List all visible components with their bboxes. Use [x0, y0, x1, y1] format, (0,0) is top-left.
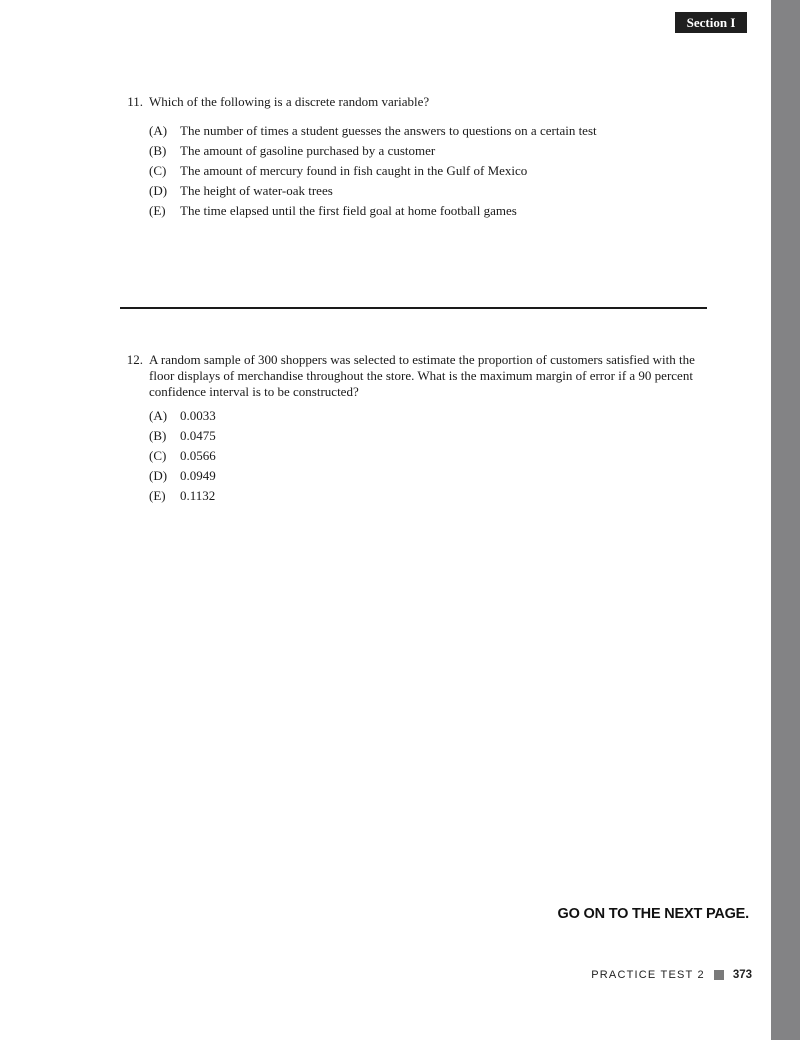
- choice-letter: (E): [149, 203, 166, 218]
- answer-choice[interactable]: [149, 446, 710, 466]
- answer-choices: [149, 121, 710, 221]
- choice-text: 0.1132: [180, 488, 216, 503]
- choice-letter: (E): [149, 488, 166, 503]
- choice-letter: (C): [149, 448, 167, 463]
- choice-letter: (D): [149, 468, 168, 483]
- answer-choices: [149, 406, 710, 506]
- choice-text: The number of times a student guesses the answers to questions on a certain test: [180, 123, 597, 138]
- choice-text: 0.0033: [180, 408, 216, 423]
- choice-text: 0.0566: [180, 448, 216, 463]
- question-text: A random sample of 300 shoppers was selected to estimate the proportion of customers satisfied with the floor displays of merchandise throughout the store. What is the maximum margin of error if a 90 percent confidence interval is to be constructed?: [149, 352, 695, 399]
- answer-choice[interactable]: [149, 161, 710, 181]
- answer-choice[interactable]: [149, 406, 710, 426]
- question-11: [120, 94, 710, 221]
- question-number: 11.: [127, 94, 143, 109]
- choice-letter: (D): [149, 183, 168, 198]
- question-stem: [120, 94, 710, 110]
- choice-text: The time elapsed until the first field goal at home football games: [180, 203, 517, 218]
- question-number: 12.: [126, 352, 143, 367]
- answer-choice[interactable]: [149, 201, 710, 221]
- choice-text: 0.0475: [180, 428, 216, 443]
- page-number: 373: [732, 969, 752, 981]
- answer-choice[interactable]: [149, 466, 710, 486]
- next-page-notice: GO ON TO THE NEXT PAGE.: [557, 906, 749, 922]
- question-12: [120, 352, 710, 506]
- choice-letter: (A): [149, 408, 168, 423]
- choice-text: The amount of gasoline purchased by a customer: [180, 143, 436, 158]
- question-stem: [120, 352, 710, 400]
- choice-letter: (A): [149, 123, 168, 138]
- page-footer: [591, 969, 752, 981]
- section-label: Section I: [675, 12, 747, 33]
- choice-letter: (B): [149, 143, 167, 158]
- page-edge-strip: [771, 0, 800, 1040]
- question-divider: [120, 307, 707, 309]
- question-text: Which of the following is a discrete random variable?: [149, 94, 430, 109]
- choice-letter: (C): [149, 163, 167, 178]
- square-bullet-icon: [714, 970, 724, 980]
- choice-letter: (B): [149, 428, 167, 443]
- choice-text: 0.0949: [180, 468, 216, 483]
- answer-choice[interactable]: [149, 121, 710, 141]
- answer-choice[interactable]: [149, 141, 710, 161]
- choice-text: The amount of mercury found in fish caught in the Gulf of Mexico: [180, 163, 528, 178]
- test-label: PRACTICE TEST 2: [591, 969, 705, 981]
- answer-choice[interactable]: [149, 486, 710, 506]
- answer-choice[interactable]: [149, 181, 710, 201]
- choice-text: The height of water-oak trees: [180, 183, 333, 198]
- answer-choice[interactable]: [149, 426, 710, 446]
